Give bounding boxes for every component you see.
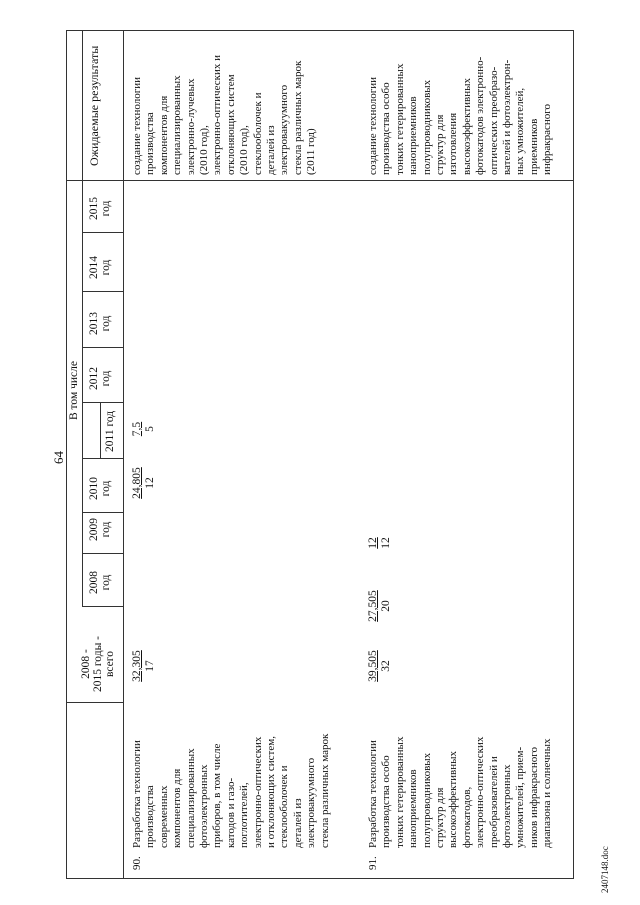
col-line-2012 [82, 402, 124, 403]
col-line-2011 [82, 458, 124, 459]
row-90-description: Разработка технологии производства современных компонентов для специализированных фотоэлектронных приборов, в том числе катодов и газо- поглотителей, электронно-оптических и отклоняющих систем, стеклооболочек и деталей из электровакуумного стекла различных марок [131, 733, 331, 848]
header-year-2012: 2012 год [88, 367, 112, 390]
header-year-2009: 2009 год [88, 518, 112, 541]
header-year-2014: 2014 год [88, 256, 112, 279]
row-91-description: Разработка технологии производства особо тонких гетерированных наноприемников полупроводниковых структур для высокоэффективных фотокатодов, электронно-оптических преобразователей и фотоэлектронных умножителей, прием- ников инфракрасного диапазона и солнечных [367, 736, 554, 848]
col-line-2010 [82, 512, 124, 513]
col-line-results [66, 180, 574, 181]
table-bottom-border [66, 878, 574, 879]
row-91-results: создание технологии производства особо тонких гетерированных наноприемников полупроводниковых структур для изготовления высокоэффективных фотокатодов электронно- оптических преобразо- вателей и фотоэлектрон- ных умножителей, приемников инфракрасного [367, 56, 554, 175]
col-line-2013 [82, 347, 124, 348]
header-total-line2: 2015 годы - [92, 635, 104, 692]
row-90-2010: 24,805 12 [131, 467, 156, 499]
row-91-2009: 12 12 [367, 537, 392, 549]
header-year-2011: 2011 год [104, 410, 116, 452]
row-90-total: 32,305 17 [131, 650, 156, 682]
col-line-2009 [82, 553, 124, 554]
row-91-total: 39,505 32 [367, 650, 392, 682]
header-total [80, 636, 116, 692]
table-right-border [573, 30, 574, 879]
header-year-2015: 2015 год [88, 197, 112, 220]
table-top-border [66, 30, 574, 31]
col-line-2008 [82, 606, 124, 607]
header-total-line1: 2008 - [80, 649, 92, 679]
col-line-2015 [82, 232, 124, 233]
row-90-number: 90. [131, 856, 143, 870]
row-90-2011: 7,5 5 [131, 421, 156, 437]
page-number: 64 [51, 451, 66, 464]
in-that-number-separator [82, 30, 83, 606]
header-year-2008: 2008 год [88, 571, 112, 594]
col-line-2014 [82, 291, 124, 292]
doc-id: 2407148.doc [600, 846, 610, 893]
table-left-border [66, 30, 67, 879]
row-91-2008: 27,505 20 [367, 590, 392, 622]
col-line-total [66, 702, 124, 703]
header-body-separator [123, 30, 124, 879]
header-year-2010: 2010 год [88, 477, 112, 500]
row-90-results: создание технологии производства компонентов для специализированных электронно-лучевых (2010 год), электронно-оптических и отклоняющих систем (2010 год), стеклооболочек и деталей из электровакуумного стекла различных марок (2011 год) [131, 55, 318, 175]
header-year-2013: 2013 год [88, 312, 112, 335]
header-total-line3: всего [104, 651, 116, 677]
header-in-that-number: В том числе [68, 361, 80, 420]
year-2011-split [100, 402, 101, 458]
header-expected-results: Ожидаемые результаты [87, 45, 101, 166]
row-91-number: 91. [367, 856, 379, 870]
